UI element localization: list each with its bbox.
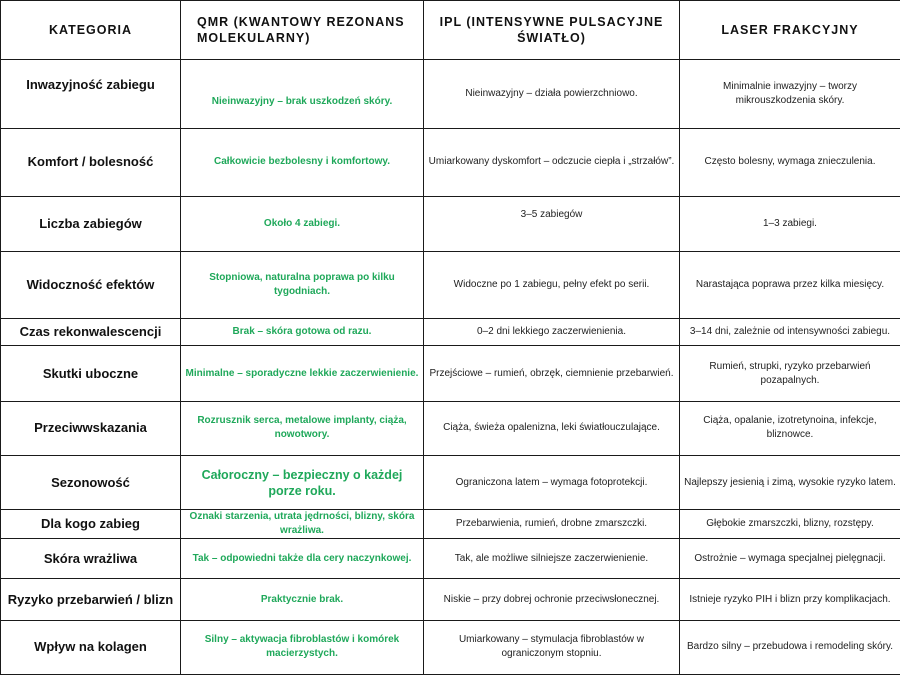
row-ipl: Umiarkowany dyskomfort – odczucie ciepła i „strzałów”. <box>424 128 680 196</box>
row-ipl: Umiarkowany – stymulacja fibroblastów w ograniczonym stopniu. <box>424 620 680 674</box>
row-category: Przeciwwskazania <box>1 401 181 455</box>
table-row <box>1 539 900 579</box>
row-qmr: Stopniowa, naturalna poprawa po kilku tygodniach. <box>181 252 424 319</box>
row-laser: Istnieje ryzyko PIH i blizn przy komplikacjach. <box>680 579 900 620</box>
table-row <box>1 510 900 539</box>
table-row <box>1 620 900 674</box>
row-ipl: 0–2 dni lekkiego zaczerwienienia. <box>424 319 680 346</box>
row-qmr: Oznaki starzenia, utrata jędrności, blizny, skóra wrażliwa. <box>181 510 424 539</box>
row-laser: Bardzo silny – przebudowa i remodeling skóry. <box>680 620 900 674</box>
row-category: Skutki uboczne <box>1 346 181 401</box>
row-ipl: 3–5 zabiegów <box>520 208 583 220</box>
row-category: Widoczność efektów <box>1 252 181 319</box>
row-category: Inwazyjność zabiegu <box>26 76 155 92</box>
header-ipl: IPL (INTENSYWNE PULSACYJNE ŚWIATŁO) <box>424 1 680 60</box>
row-qmr: Rozrusznik serca, metalowe implanty, ciąża, nowotwory. <box>181 401 424 455</box>
row-qmr: Tak – odpowiedni także dla cery naczynkowej. <box>181 539 424 579</box>
row-category: Ryzyko przebarwień / blizn <box>1 579 181 620</box>
row-category: Sezonowość <box>1 455 181 509</box>
table-row <box>1 346 900 401</box>
row-laser: Często bolesny, wymaga znieczulenia. <box>680 128 900 196</box>
row-ipl: Widoczne po 1 zabiegu, pełny efekt po serii. <box>424 252 680 319</box>
row-qmr: Minimalne – sporadyczne lekkie zaczerwienienie. <box>181 346 424 401</box>
table-row <box>1 252 900 319</box>
row-qmr: Całoroczny – bezpieczny o każdej porze roku. <box>181 455 424 509</box>
table-row <box>1 196 900 251</box>
row-ipl: Tak, ale możliwe silniejsze zaczerwienienie. <box>424 539 680 579</box>
row-qmr: Brak – skóra gotowa od razu. <box>181 319 424 346</box>
table-row <box>1 579 900 620</box>
row-laser: Ostrożnie – wymaga specjalnej pielęgnacji. <box>680 539 900 579</box>
row-category: Wpływ na kolagen <box>1 620 181 674</box>
row-category: Dla kogo zabieg <box>1 510 181 539</box>
row-ipl: Niskie – przy dobrej ochronie przeciwsłonecznej. <box>424 579 680 620</box>
table-row <box>1 401 900 455</box>
row-laser: Minimalnie inwazyjny – tworzy mikrouszkodzenia skóry. <box>680 60 900 128</box>
table-row <box>1 128 900 196</box>
row-ipl: Przejściowe – rumień, obrzęk, ciemnienie przebarwień. <box>424 346 680 401</box>
row-laser: 1–3 zabiegi. <box>680 196 900 251</box>
row-qmr: Praktycznie brak. <box>181 579 424 620</box>
row-laser: 3–14 dni, zależnie od intensywności zabiegu. <box>680 319 900 346</box>
row-qmr: Całkowicie bezbolesny i komfortowy. <box>181 128 424 196</box>
row-qmr: Około 4 zabiegi. <box>181 196 424 251</box>
row-category: Skóra wrażliwa <box>1 539 181 579</box>
row-ipl: Nieinwazyjny – działa powierzchniowo. <box>424 60 680 128</box>
table-row <box>1 60 900 128</box>
row-category: Komfort / bolesność <box>1 128 181 196</box>
row-laser: Rumień, strupki, ryzyko przebarwień pozapalnych. <box>680 346 900 401</box>
row-ipl: Ciąża, świeża opalenizna, leki światłouczulające. <box>424 401 680 455</box>
row-laser: Głębokie zmarszczki, blizny, rozstępy. <box>680 510 900 539</box>
row-ipl: Ograniczona latem – wymaga fotoprotekcji. <box>424 455 680 509</box>
header-laser: LASER FRAKCYJNY <box>680 1 900 60</box>
header-row <box>1 1 900 60</box>
row-category: Czas rekonwalescencji <box>1 319 181 346</box>
row-ipl: Przebarwienia, rumień, drobne zmarszczki. <box>424 510 680 539</box>
table-row <box>1 319 900 346</box>
row-qmr: Nieinwazyjny – brak uszkodzeń skóry. <box>211 95 393 107</box>
row-qmr: Silny – aktywacja fibroblastów i komórek macierzystych. <box>181 620 424 674</box>
table-row <box>1 455 900 509</box>
row-laser: Narastająca poprawa przez kilka miesięcy. <box>680 252 900 319</box>
row-laser: Ciąża, opalanie, izotretynoina, infekcje, bliznowce. <box>680 401 900 455</box>
row-laser: Najlepszy jesienią i zimą, wysokie ryzyko latem. <box>680 455 900 509</box>
header-category: KATEGORIA <box>1 1 181 60</box>
row-category: Liczba zabiegów <box>1 196 181 251</box>
header-qmr: QMR (KWANTOWY REZONANS MOLEKULARNY) <box>181 1 424 60</box>
